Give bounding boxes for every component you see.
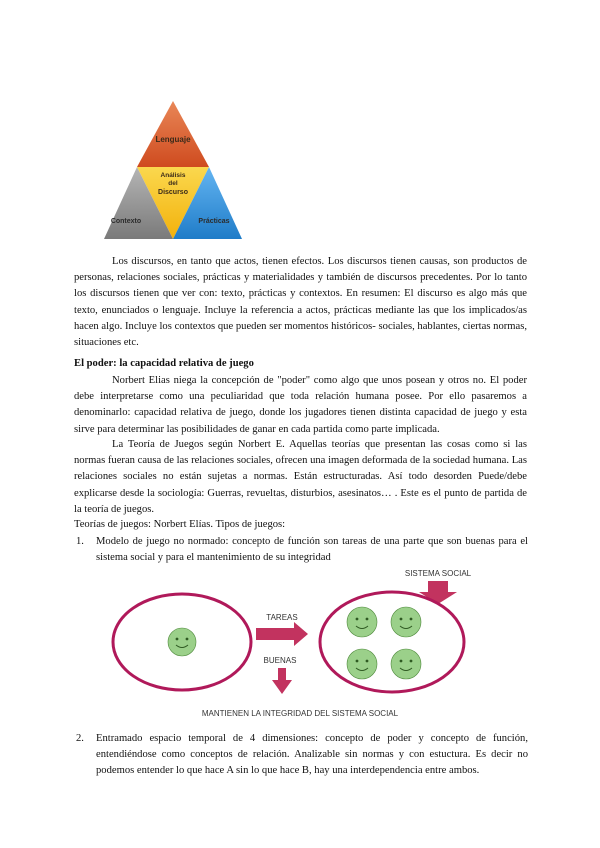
list-item-number: 1.	[76, 536, 84, 547]
list-item	[76, 731, 528, 780]
games-types-line: Teorías de juegos: Norbert Elías. Tipos de juegos:	[74, 519, 286, 530]
function-diagram	[110, 564, 480, 724]
triangle-top-segment	[137, 101, 209, 167]
section-heading: El poder: la capacidad relativa de juego	[74, 358, 254, 369]
triangle-center-label-1: Análisis	[160, 172, 186, 179]
smiley-face-icon	[168, 628, 196, 656]
triangle-left-label: Contexto	[110, 218, 142, 225]
triangle-center-label-3: Discurso	[158, 189, 188, 196]
intro-paragraph: Los discursos, en tanto que actos, tienen efectos. Los discursos tienen causas, son productos de personas, relaciones sociales, prácticas y materialidades y también de discursos precedentes. Por lo tanto los discursos tienen que ver con: texto, prácticas y contextos. En resumen: El discurso es algo más que texto, enunciados o lenguaje. Incluye la referencia a actos, prácticas mediante las que los implicados/as hacen algo. Incluye los contextos que pueden ser momentos históricos- sociales, hablantes, ciertas normas, situaciones etc.	[74, 256, 527, 349]
integrity-label: MANTIENEN LA INTEGRIDAD DEL SISTEMA SOCIAL	[201, 709, 399, 718]
tasks-label: TAREAS	[266, 613, 298, 622]
smiley-face-icon	[391, 607, 421, 637]
list-item	[76, 534, 528, 566]
list-item-text: Modelo de juego no normado: concepto de función son tareas de una parte que son buenas para el sistema social y para el mantenimiento de su integridad	[96, 536, 528, 564]
list-item-text: Entramado espacio temporal de 4 dimensiones: concepto de poder y concepto de función, entendiéndose como conceptos de relación. Analizable sin normas y con estuctura. Es decir no podemos entender lo que hace A sin lo que hace B, hay una interdependencia entre ambos.	[96, 733, 528, 777]
list-item-number: 2.	[76, 733, 84, 744]
system-social-label: SISTEMA SOCIAL	[404, 569, 472, 578]
smiley-face-icon	[391, 649, 421, 679]
smiley-face-icon	[347, 649, 377, 679]
discourse-triangle-diagram	[102, 99, 244, 245]
smiley-face-icon	[347, 607, 377, 637]
triangle-top-label: Lenguaje	[155, 135, 191, 144]
right-ellipse	[320, 592, 464, 692]
games-paragraph: La Teoría de Juegos según Norbert E. Aquellas teorías que presentan las cosas como si las normas fueran causa de las relaciones sociales, ofrecen una imagen deformada de la sociedad humana. Las relaciones sociales no están sujetas a normas. Están estructuradas. Así todo desorden Puede/debe explicarse desde la sociología: Guerras, revueltas, disturbios, asesinatos… . Este es el punto de partida de la teoría de juegos.	[74, 439, 527, 515]
power-paragraph: Norbert Elias niega la concepción de "poder" como algo que unos posean y otros no. El poder debe interpretarse como una peculiaridad que toda relación humana posee. Por ello pasaremos a denominarlo: capacidad relativa de juego, donde los jugadores tienen distinta capacidad de juego y esta sirve para determinar las posibilidades de ganar en cada partida como parte implicada.	[74, 375, 527, 435]
right-arrow-icon	[256, 622, 308, 646]
down-arrow-small-icon	[272, 668, 292, 694]
down-arrow-icon	[419, 581, 457, 604]
triangle-right-label: Prácticas	[198, 218, 230, 225]
good-label: BUENAS	[263, 656, 297, 665]
triangle-center-label-2: del	[168, 180, 178, 187]
